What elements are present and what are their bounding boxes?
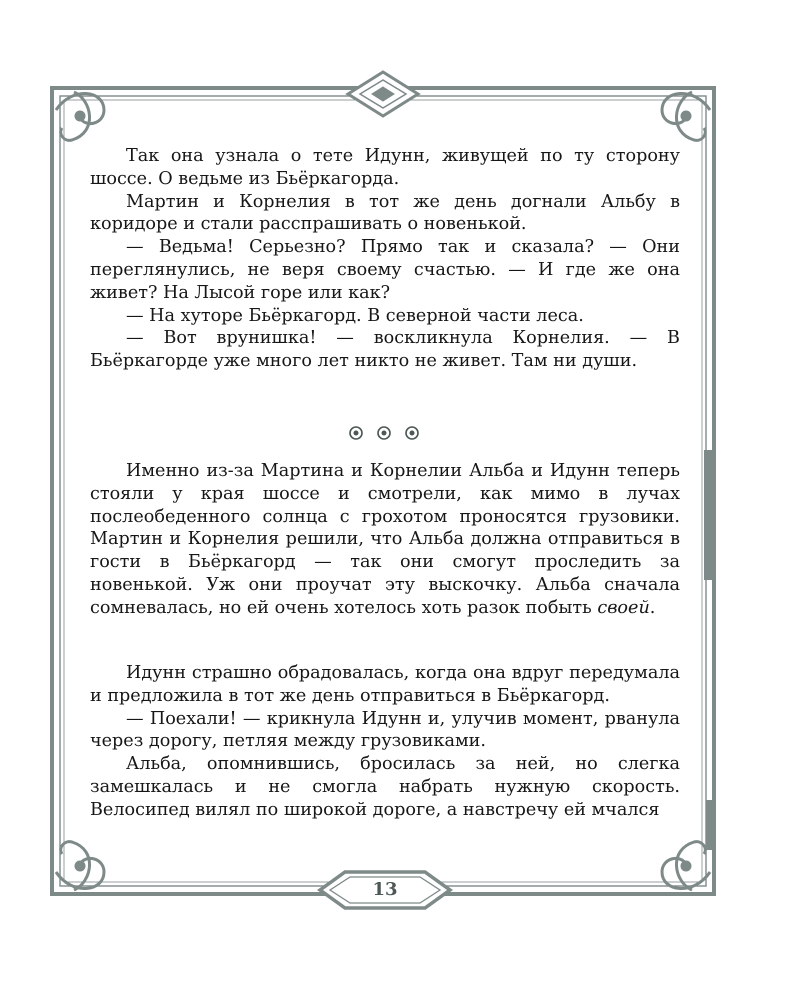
paragraph: Мартин и Корнелия в тот же день догнали Альбу в коридоре и стали расспрашивать о новенькой. [90, 191, 680, 235]
right-edge-tab [706, 800, 716, 850]
paragraph: — Вот врунишка! — воскликнула Корнелия. — В Бьёркагорде уже много лет никто не живет. Там ни души. [90, 328, 680, 372]
paragraph: Альба, опомнившись, бросилась за ней, но слегка замешкалась и не смогла набрать нужную скорость. Велосипед вилял по широкой дороге, а навстречу ей мчался [90, 754, 680, 820]
paragraph: Так она узнала о тете Идунн, живущей по ту сторону шоссе. О ведьме из Бьёркагорда. [90, 146, 680, 189]
corner-ornament-top-right [662, 92, 710, 140]
text-block-bottom [90, 662, 680, 822]
emphasized-word: своей [597, 597, 650, 618]
paragraph: — Ведьма! Серьезно? Прямо так и сказала? — Они переглянулись, не веря своему счастью. — И где же она живет? На Лысой горе или как? [90, 237, 680, 303]
paragraph-text: Именно из-за Мартина и Корнелии Альба и Идунн теперь стояли у края шоссе и смотрели, как мимо в лучах послеобеденного солнца с грохотом проносятся грузовики. Мартин и Корнелия решили, что Альба должна отправиться в гости в Бьёркагорд — так они смогут проследить за новенькой. Уж они проучат эту выскочку. Альба сначала сомневалась, но ей очень хотелось хоть разок побыть [90, 461, 680, 618]
corner-ornament-top-left [56, 92, 104, 140]
page-number: 13 [372, 879, 398, 900]
text-block-middle [90, 460, 680, 620]
section-separator [346, 424, 422, 442]
paragraph: — Поехали! — крикнула Идунн и, улучив момент, рванула через дорогу, петляя между грузовиками. [90, 708, 680, 752]
paragraph [90, 460, 680, 620]
three-circled-dots-icon [346, 424, 422, 442]
paragraph-text: . [649, 597, 656, 618]
top-diamond-ornament [348, 72, 418, 116]
corner-ornament-bottom-right [662, 842, 710, 890]
text-block-top [90, 145, 680, 373]
paragraph: Идунн страшно обрадовалась, когда она вдруг передумала и предложила в тот же день отправиться в Бьёркагорд. [90, 663, 680, 706]
paragraph: — На хуторе Бьёркагорд. В северной части леса. [126, 305, 584, 326]
right-edge-tab [704, 450, 716, 580]
corner-ornament-bottom-left [56, 842, 104, 890]
